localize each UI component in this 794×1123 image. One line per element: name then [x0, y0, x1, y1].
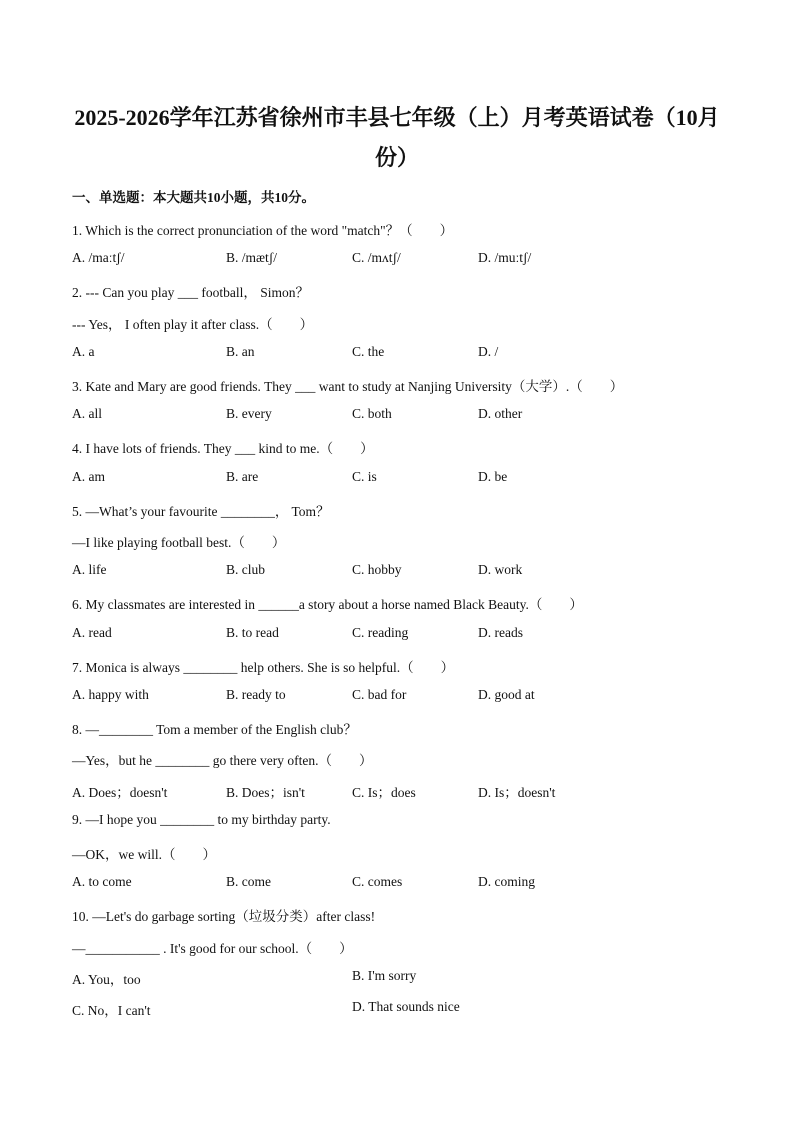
question-7-option-B[interactable]: B. ready to: [226, 687, 286, 702]
question-2-option-B[interactable]: B. an: [226, 343, 255, 359]
question-6-option-A[interactable]: A. read: [72, 624, 112, 640]
question-6-option-B[interactable]: B. to read: [226, 624, 279, 640]
question-5-option-A[interactable]: A. life: [72, 562, 107, 578]
question-2-stem-line: --- Yes， I often play it after class.（ ）: [72, 316, 314, 332]
question-1-option-C[interactable]: C. /mʌtʃ/: [352, 250, 401, 266]
question-1-option-D[interactable]: D. /muːtʃ/: [478, 250, 532, 266]
question-7-option-A[interactable]: A. happy with: [72, 687, 149, 702]
question-9-stem-line: —OK，we will.（ ）: [72, 847, 216, 862]
question-10-stem-line: —___________ . It's good for our school.（ ）: [72, 940, 353, 956]
question-7-option-D[interactable]: D. good at: [478, 687, 535, 702]
question-4-option-D[interactable]: D. be: [478, 468, 508, 484]
question-6-option-D[interactable]: D. reads: [478, 624, 523, 640]
question-9-stem-line: 9. —I hope you ________ to my birthday party.: [72, 811, 331, 827]
question-2-stem-line: 2. --- Can you play ___ football， Simon？: [72, 285, 309, 301]
question-4-option-A[interactable]: A. am: [72, 468, 105, 484]
question-10-option-D[interactable]: D. That sounds nice: [352, 999, 460, 1014]
question-6-option-C[interactable]: C. reading: [352, 624, 409, 640]
exam-title: [60, 98, 734, 178]
question-9-option-A[interactable]: A. to come: [72, 874, 132, 890]
section-heading: 一、单选题：本大题共10小题，共10分。: [72, 190, 315, 205]
question-9-option-D[interactable]: D. coming: [478, 874, 535, 890]
exam-title-line-2: 份）: [374, 145, 419, 170]
question-2-option-A[interactable]: A. a: [72, 343, 95, 359]
question-4-option-C[interactable]: C. is: [352, 468, 377, 484]
question-5-stem-line: 5. —What’s your favourite ________， Tom？: [72, 503, 330, 519]
question-8-stem-line: 8. —________ Tom a member of the English club？: [72, 722, 357, 738]
question-1-stem-line: 1. Which is the correct pronunciation of the word "match"？（ ）: [72, 223, 454, 238]
question-3-option-D[interactable]: D. other: [478, 406, 523, 422]
question-8-option-C[interactable]: C. Is；does: [352, 784, 416, 800]
question-10-option-C[interactable]: C. No，I can't: [72, 1003, 151, 1018]
question-10-option-B[interactable]: B. I'm sorry: [352, 967, 417, 983]
question-8-option-D[interactable]: D. Is；doesn't: [478, 784, 556, 800]
question-9-option-C[interactable]: C. comes: [352, 874, 403, 890]
question-9-option-B[interactable]: B. come: [226, 874, 271, 890]
question-7-option-C[interactable]: C. bad for: [352, 687, 407, 702]
question-8-option-A[interactable]: A. Does；doesn't: [72, 784, 168, 800]
question-4-option-B[interactable]: B. are: [226, 468, 259, 484]
question-5-option-C[interactable]: C. hobby: [352, 562, 402, 578]
question-3-option-B[interactable]: B. every: [226, 406, 272, 422]
question-2-option-D[interactable]: D. /: [478, 343, 499, 359]
question-8-option-B[interactable]: B. Does；isn't: [226, 784, 305, 800]
question-1-option-B[interactable]: B. /mætʃ/: [226, 250, 278, 266]
question-5-stem-line: —I like playing football best.（ ）: [72, 535, 286, 550]
question-4-stem-line: 4. I have lots of friends. They ___ kind to me.（ ）: [72, 441, 374, 457]
question-10-option-A[interactable]: A. You，too: [72, 971, 141, 987]
question-5-option-D[interactable]: D. work: [478, 562, 523, 578]
question-7-stem-line: 7. Monica is always ________ help others. She is so helpful.（ ）: [72, 659, 455, 675]
question-2-option-C[interactable]: C. the: [352, 343, 385, 359]
question-3-option-C[interactable]: C. both: [352, 406, 392, 422]
question-3-option-A[interactable]: A. all: [72, 406, 102, 422]
question-5-option-B[interactable]: B. club: [226, 562, 265, 578]
question-1-option-A[interactable]: A. /maːtʃ/: [72, 250, 125, 266]
question-10-stem-line: 10. —Let's do garbage sorting（垃圾分类）after class!: [72, 909, 376, 925]
question-8-stem-line: —Yes，but he ________ go there very often.（ ）: [72, 753, 373, 769]
question-3-stem-line: 3. Kate and Mary are good friends. They ___ want to study at Nanjing University（大学）.（ ）: [72, 379, 624, 394]
question-6-stem-line: 6. My classmates are interested in ______a story about a horse named Black Beauty.（ ）: [72, 597, 583, 613]
exam-title-line-1: 2025-2026学年江苏省徐州市丰县七年级（上）月考英语试卷（10月: [74, 105, 720, 130]
